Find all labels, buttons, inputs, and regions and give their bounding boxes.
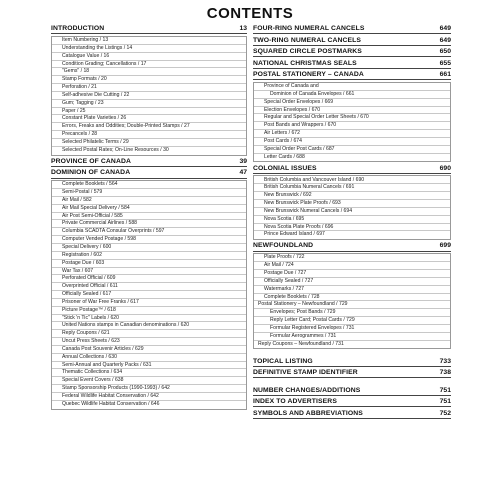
subsection-entry[interactable]: Paper / 25 bbox=[52, 108, 246, 116]
subsection-entry[interactable]: Air Post Semi-Official / 585 bbox=[52, 213, 246, 221]
subsection-entry[interactable]: Air Letters / 672 bbox=[254, 130, 450, 138]
section-heading-postal-stationery-canada[interactable] bbox=[253, 71, 451, 80]
subsection-list bbox=[51, 36, 247, 156]
section-label: COLONIAL ISSUES bbox=[253, 164, 317, 172]
subsection-entry[interactable]: Special Delivery / 600 bbox=[52, 244, 246, 252]
subsection-entry[interactable]: "Gems" / 18 bbox=[52, 68, 246, 76]
section-page-number: 655 bbox=[439, 59, 451, 67]
subsection-entry[interactable]: Federal Wildlife Habitat Conservation / 642 bbox=[52, 393, 246, 401]
section-label: DOMINION OF CANADA bbox=[51, 169, 131, 177]
section-spacer bbox=[253, 378, 451, 384]
subsection-entry[interactable]: New Brunswick / 692 bbox=[254, 192, 450, 200]
subsection-list bbox=[253, 82, 451, 163]
subsection-list bbox=[51, 180, 247, 410]
section-label: SQUARED CIRCLE POSTMARKS bbox=[253, 48, 362, 55]
subsection-entry[interactable]: Post Cards / 674 bbox=[254, 138, 450, 146]
subsection-entry[interactable]: Catalogue Value / 16 bbox=[52, 53, 246, 61]
section-heading-dominion-of-canada[interactable] bbox=[51, 169, 247, 178]
section-heading-province-of-canada[interactable] bbox=[51, 158, 247, 167]
subsection-list bbox=[253, 175, 451, 240]
subsection-entry[interactable]: Air Mail / 724 bbox=[254, 262, 450, 270]
section-page-number: 699 bbox=[439, 242, 451, 250]
section-heading-four-ring-numeral-cancels[interactable] bbox=[253, 25, 451, 34]
section-label: NATIONAL CHRISTMAS SEALS bbox=[253, 59, 357, 67]
subsection-entry[interactable]: British Columbia Numeral Cancels / 691 bbox=[254, 184, 450, 192]
section-label: SYMBOLS AND ABBREVIATIONS bbox=[253, 409, 363, 417]
section-heading-newfoundland[interactable] bbox=[253, 242, 451, 251]
subsection-entry[interactable]: Reply Coupons – Newfoundland / 731 bbox=[258, 340, 344, 347]
contents-right-column bbox=[253, 25, 451, 419]
subsection-entry[interactable]: United Nations stamps in Canadian denominations / 620 bbox=[52, 322, 246, 330]
subsection-entry[interactable]: Overprinted Official / 611 bbox=[52, 283, 246, 291]
subsection-entry[interactable]: Private Commercial Airlines / 588 bbox=[52, 220, 246, 228]
subsection-entry[interactable]: Item Numbering / 13 bbox=[52, 37, 246, 45]
subsection-entry[interactable]: Envelopes; Post Bands / 729 bbox=[254, 309, 450, 317]
subsection-list bbox=[253, 253, 451, 350]
section-page-number: 661 bbox=[439, 71, 451, 78]
subsection-entry[interactable]: Selected Postal Rates; On-Line Resources / 30 bbox=[62, 146, 169, 153]
subsection-entry[interactable]: Canada Post Souvenir Articles / 629 bbox=[52, 346, 246, 354]
subsection-entry[interactable]: Computer Vended Postage / 598 bbox=[52, 236, 246, 244]
section-heading-number-changes-additions[interactable] bbox=[253, 387, 451, 396]
section-label: TOPICAL LISTING bbox=[253, 357, 313, 365]
section-label: TWO-RING NUMERAL CANCELS bbox=[253, 36, 361, 44]
section-heading-introduction[interactable] bbox=[51, 25, 247, 34]
subsection-entry[interactable]: Columbia SCADTA Consular Overprints / 597 bbox=[52, 228, 246, 236]
subsection-entry[interactable]: "Stick 'n Tic" Labels / 620 bbox=[52, 315, 246, 323]
subsection-entry[interactable]: Reply Coupons / 621 bbox=[52, 330, 246, 338]
section-page-number: 650 bbox=[439, 48, 451, 55]
section-page-number: 690 bbox=[439, 164, 451, 172]
section-heading-topical-listing[interactable] bbox=[253, 358, 451, 367]
subsection-entry[interactable]: Semi-Annual and Quarterly Packs / 631 bbox=[52, 362, 246, 370]
subsection-entry[interactable]: Complete Booklets / 564 bbox=[52, 181, 246, 189]
subsection-entry[interactable]: Prisoner of War Free Franks / 617 bbox=[52, 299, 246, 307]
subsection-entry[interactable]: Nova Scotia Plate Proofs / 696 bbox=[254, 224, 450, 232]
section-heading-two-ring-numeral-cancels[interactable] bbox=[253, 37, 451, 46]
subsection-entry[interactable]: Perforation / 21 bbox=[52, 84, 246, 92]
subsection-entry[interactable]: Dominion of Canada Envelopes / 661 bbox=[254, 91, 450, 99]
subsection-entry[interactable]: Officially Sealed / 617 bbox=[52, 291, 246, 299]
subsection-entry[interactable]: Semi-Postal / 579 bbox=[52, 189, 246, 197]
subsection-entry[interactable]: Understanding the Listings / 14 bbox=[52, 45, 246, 53]
subsection-entry[interactable]: Special Order Envelopes / 669 bbox=[254, 99, 450, 107]
subsection-entry[interactable]: Precancels / 28 bbox=[52, 131, 246, 139]
subsection-entry[interactable]: Air Mail Special Delivery / 584 bbox=[52, 205, 246, 213]
section-page-number: 649 bbox=[439, 25, 451, 32]
subsection-entry[interactable]: War Tax / 607 bbox=[52, 268, 246, 276]
section-label: POSTAL STATIONERY – CANADA bbox=[253, 71, 364, 78]
subsection-entry[interactable]: Self-adhesive Die Cutting / 22 bbox=[52, 92, 246, 100]
subsection-entry[interactable]: Stamp Sponsorship Products (1990-1993) / 642 bbox=[52, 385, 246, 393]
subsection-entry[interactable]: Gum; Tagging / 23 bbox=[52, 100, 246, 108]
subsection-entry[interactable]: Postage Due / 603 bbox=[52, 260, 246, 268]
section-page-number: 751 bbox=[439, 386, 451, 394]
subsection-entry[interactable]: Watermarks / 727 bbox=[254, 286, 450, 294]
section-page-number: 752 bbox=[439, 409, 451, 417]
section-label: NEWFOUNDLAND bbox=[253, 242, 314, 250]
subsection-entry[interactable]: Stamp Formats / 20 bbox=[52, 76, 246, 84]
subsection-entry[interactable]: Election Envelopes / 670 bbox=[254, 107, 450, 115]
subsection-entry[interactable]: Selected Philatelic Terms / 29 bbox=[52, 139, 246, 147]
subsection-entry[interactable]: Condition Grading; Cancellations / 17 bbox=[52, 61, 246, 69]
section-heading-definitive-stamp-identifier[interactable] bbox=[253, 369, 451, 378]
page-title: CONTENTS bbox=[206, 5, 294, 22]
section-label: FOUR-RING NUMERAL CANCELS bbox=[253, 25, 365, 32]
section-page-number: 13 bbox=[239, 25, 247, 32]
subsection-entry[interactable]: Complete Booklets / 728 bbox=[254, 294, 450, 302]
subsection-entry[interactable]: New Brunswick Numeral Cancels / 694 bbox=[254, 208, 450, 216]
subsection-entry[interactable]: Nova Scotia / 695 bbox=[254, 216, 450, 224]
section-heading-national-christmas-seals[interactable] bbox=[253, 60, 451, 69]
subsection-entry[interactable]: Post Bands and Wrappers / 670 bbox=[254, 122, 450, 130]
subsection-entry[interactable]: Special Order Post Cards / 687 bbox=[254, 146, 450, 154]
subsection-entry[interactable]: Formular Aerogrammes / 731 bbox=[254, 333, 450, 341]
subsection-entry[interactable]: Quebec Wildlife Habitat Conservation / 646 bbox=[62, 400, 160, 407]
section-page-number: 39 bbox=[239, 157, 247, 165]
subsection-entry[interactable]: Reply Letter Card; Postal Cards / 729 bbox=[254, 317, 450, 325]
subsection-entry[interactable]: Formular Registered Envelopes / 731 bbox=[254, 325, 450, 333]
section-label: NUMBER CHANGES/ADDITIONS bbox=[253, 386, 361, 394]
section-page-number: 738 bbox=[439, 369, 451, 377]
contents-left-column bbox=[51, 25, 247, 410]
section-label: INTRODUCTION bbox=[51, 25, 105, 32]
section-page-number: 733 bbox=[439, 357, 451, 365]
subsection-entry[interactable]: Uncut Press Sheets / 623 bbox=[52, 338, 246, 346]
subsection-entry[interactable]: Plate Proofs / 722 bbox=[254, 254, 450, 262]
section-spacer bbox=[253, 349, 451, 355]
subsection-entry[interactable]: Prince Edward Island / 697 bbox=[264, 231, 325, 238]
subsection-entry[interactable]: Thematic Collections / 634 bbox=[52, 369, 246, 377]
section-heading-squared-circle-postmarks[interactable] bbox=[253, 48, 451, 57]
subsection-entry[interactable]: Officially Sealed / 727 bbox=[254, 278, 450, 286]
section-page-number: 751 bbox=[439, 398, 451, 406]
subsection-entry[interactable]: Errors, Freaks and Oddities; Double-Printed Stamps / 27 bbox=[52, 123, 246, 131]
section-heading-index-to-advertisers[interactable] bbox=[253, 398, 451, 407]
section-label: INDEX TO ADVERTISERS bbox=[253, 398, 337, 406]
subsection-entry[interactable]: Registration / 602 bbox=[52, 252, 246, 260]
subsection-entry[interactable]: New Brunswick Plate Proofs / 693 bbox=[254, 200, 450, 208]
subsection-entry[interactable]: Picture Postage™ / 618 bbox=[52, 307, 246, 315]
subsection-entry[interactable]: Regular and Special Order Letter Sheets / 670 bbox=[254, 114, 450, 122]
section-heading-colonial-issues[interactable] bbox=[253, 165, 451, 174]
subsection-entry[interactable]: Perforated Official / 609 bbox=[52, 275, 246, 283]
subsection-entry[interactable]: Postage Due / 727 bbox=[254, 270, 450, 278]
section-page-number: 47 bbox=[239, 169, 247, 177]
subsection-entry[interactable]: Constant Plate Varieties / 26 bbox=[52, 115, 246, 123]
section-label: PROVINCE OF CANADA bbox=[51, 157, 131, 165]
subsection-entry[interactable]: Annual Collections / 630 bbox=[52, 354, 246, 362]
subsection-entry[interactable]: Air Mail / 582 bbox=[52, 197, 246, 205]
subsection-entry[interactable]: British Columbia and Vancouver Island / 690 bbox=[254, 177, 450, 185]
subsection-entry[interactable]: Letter Cards / 688 bbox=[264, 153, 305, 160]
section-label: DEFINITIVE STAMP IDENTIFIER bbox=[253, 369, 358, 377]
subsection-entry[interactable]: Special Event Covers / 638 bbox=[52, 377, 246, 385]
subsection-entry[interactable]: Province of Canada and bbox=[254, 83, 450, 91]
section-heading-symbols-and-abbreviations[interactable] bbox=[253, 410, 451, 419]
section-page-number: 649 bbox=[439, 36, 451, 44]
subsection-entry[interactable]: Postal Stationery – Newfoundland / 729 bbox=[254, 301, 450, 309]
